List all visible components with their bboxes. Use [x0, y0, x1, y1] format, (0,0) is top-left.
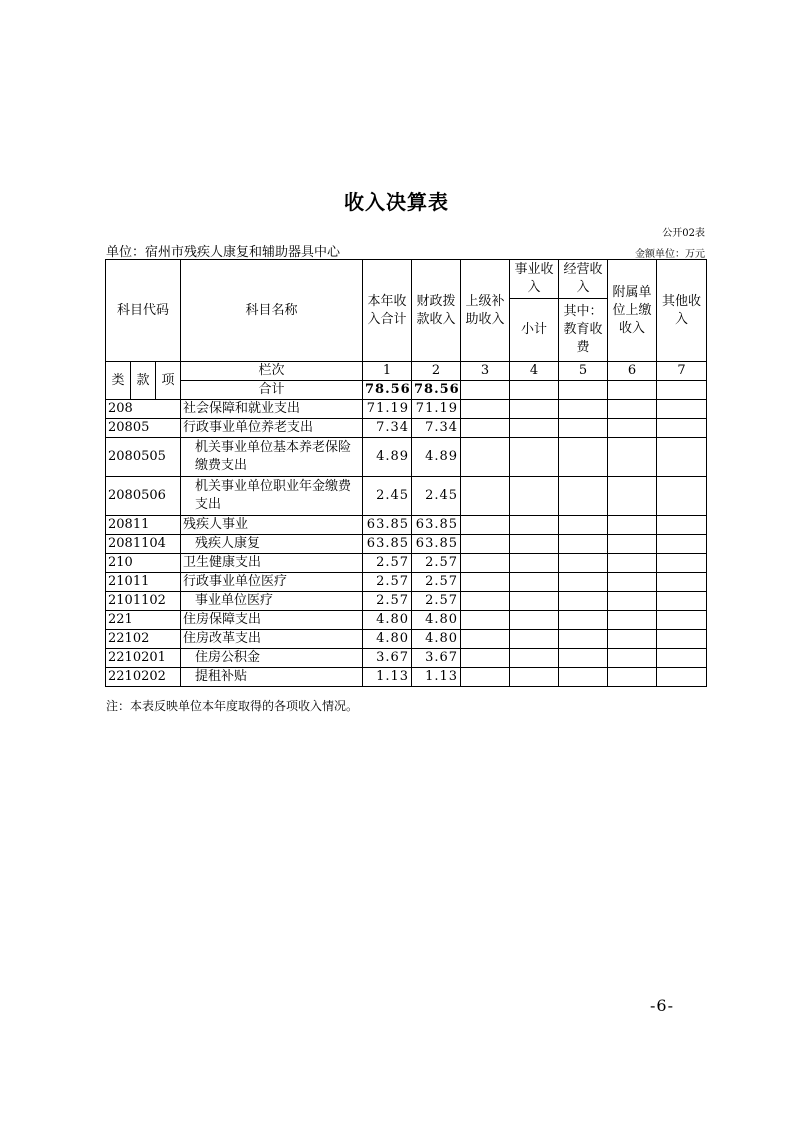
col-num-4: 4 — [510, 362, 559, 381]
table-note: 注：本表反映单位本年度取得的各项收入情况。 — [106, 699, 359, 713]
table-row — [106, 592, 707, 611]
row-col2: 63.85 — [412, 535, 461, 554]
total-label: 合计 — [181, 381, 363, 400]
row-code: 208 — [106, 400, 181, 419]
row-name: 卫生健康支出 — [181, 554, 363, 573]
row-name: 残疾人事业 — [181, 516, 363, 535]
row-name: 社会保障和就业支出 — [181, 400, 363, 419]
row-name: 行政事业单位医疗 — [181, 573, 363, 592]
row-col1: 4.80 — [363, 630, 412, 649]
table-row — [106, 611, 707, 630]
table-row — [106, 573, 707, 592]
lanci-label: 栏次 — [181, 362, 363, 381]
table-row — [106, 535, 707, 554]
table-row — [106, 554, 707, 573]
row-col2: 2.45 — [412, 477, 461, 516]
row-col1: 7.34 — [363, 419, 412, 438]
table-row — [106, 400, 707, 419]
row-name: 行政事业单位养老支出 — [181, 419, 363, 438]
row-code: 21011 — [106, 573, 181, 592]
row-col2: 63.85 — [412, 516, 461, 535]
col1-header: 本年收入合计 — [363, 260, 412, 362]
col-num-6: 6 — [608, 362, 657, 381]
row-col2: 2.57 — [412, 554, 461, 573]
row-col2: 3.67 — [412, 649, 461, 668]
row-code: 20811 — [106, 516, 181, 535]
subject-name-header: 科目名称 — [181, 260, 363, 362]
jingying-header: 经营收入 — [559, 260, 608, 299]
money-unit: 金额单位：万元 — [635, 249, 705, 260]
table-row — [106, 668, 707, 687]
row-col1: 71.19 — [363, 400, 412, 419]
col-num-5: 5 — [559, 362, 608, 381]
table-row — [106, 419, 707, 438]
row-col2: 7.34 — [412, 419, 461, 438]
row-col1: 63.85 — [363, 516, 412, 535]
row-name: 机关事业单位职业年金缴费支出 — [181, 477, 363, 516]
unit-label: 单位：宿州市残疾人康复和辅助器具中心 — [106, 245, 341, 260]
row-col2: 2.57 — [412, 573, 461, 592]
row-name: 住房公积金 — [181, 649, 363, 668]
col3-header: 上级补助收入 — [461, 260, 510, 362]
row-name: 住房改革支出 — [181, 630, 363, 649]
col7-header: 其他收入 — [657, 260, 707, 362]
xiang-header: 项 — [156, 362, 181, 400]
row-col1: 2.57 — [363, 573, 412, 592]
row-code: 221 — [106, 611, 181, 630]
col-num-2: 2 — [412, 362, 461, 381]
col-num-3: 3 — [461, 362, 510, 381]
row-col2: 4.89 — [412, 438, 461, 477]
row-name: 机关事业单位基本养老保险缴费支出 — [181, 438, 363, 477]
jingying-sub-header: 其中：教育收费 — [559, 299, 608, 362]
kuan-header: 款 — [131, 362, 156, 400]
row-code: 20805 — [106, 419, 181, 438]
row-col2: 4.80 — [412, 611, 461, 630]
table-row — [106, 630, 707, 649]
row-name: 提租补贴 — [181, 668, 363, 687]
row-code: 2210201 — [106, 649, 181, 668]
row-code: 22102 — [106, 630, 181, 649]
table-row — [106, 477, 707, 516]
col2-header: 财政拨款收入 — [412, 260, 461, 362]
shiye-header: 事业收入 — [510, 260, 559, 299]
total-col2: 78.56 — [412, 381, 461, 400]
shiye-sub-header: 小计 — [510, 299, 559, 362]
page-title: 收入决算表 — [344, 190, 449, 214]
row-col1: 1.13 — [363, 668, 412, 687]
col-num-1: 1 — [363, 362, 412, 381]
row-name: 事业单位医疗 — [181, 592, 363, 611]
row-col2: 1.13 — [412, 668, 461, 687]
row-col1: 63.85 — [363, 535, 412, 554]
row-code: 2101102 — [106, 592, 181, 611]
table-row — [106, 438, 707, 477]
income-table — [105, 259, 707, 687]
total-col1: 78.56 — [363, 381, 412, 400]
row-col1: 2.45 — [363, 477, 412, 516]
row-code: 2081104 — [106, 535, 181, 554]
row-col2: 2.57 — [412, 592, 461, 611]
table-row — [106, 649, 707, 668]
row-code: 2080505 — [106, 438, 181, 477]
row-name: 住房保障支出 — [181, 611, 363, 630]
page-number: -6- — [650, 996, 674, 1015]
row-col1: 4.80 — [363, 611, 412, 630]
lei-header: 类 — [106, 362, 131, 400]
row-col1: 2.57 — [363, 592, 412, 611]
row-col1: 4.89 — [363, 438, 412, 477]
subject-code-header: 科目代码 — [106, 260, 181, 362]
row-col1: 3.67 — [363, 649, 412, 668]
row-code: 210 — [106, 554, 181, 573]
row-code: 2080506 — [106, 477, 181, 516]
table-row — [106, 516, 707, 535]
col6-header: 附属单位上缴收入 — [608, 260, 657, 362]
row-col2: 71.19 — [412, 400, 461, 419]
row-code: 2210202 — [106, 668, 181, 687]
row-name: 残疾人康复 — [181, 535, 363, 554]
row-col1: 2.57 — [363, 554, 412, 573]
total-row — [106, 381, 707, 400]
col-num-7: 7 — [657, 362, 707, 381]
form-code: 公开02表 — [662, 228, 705, 239]
row-col2: 4.80 — [412, 630, 461, 649]
